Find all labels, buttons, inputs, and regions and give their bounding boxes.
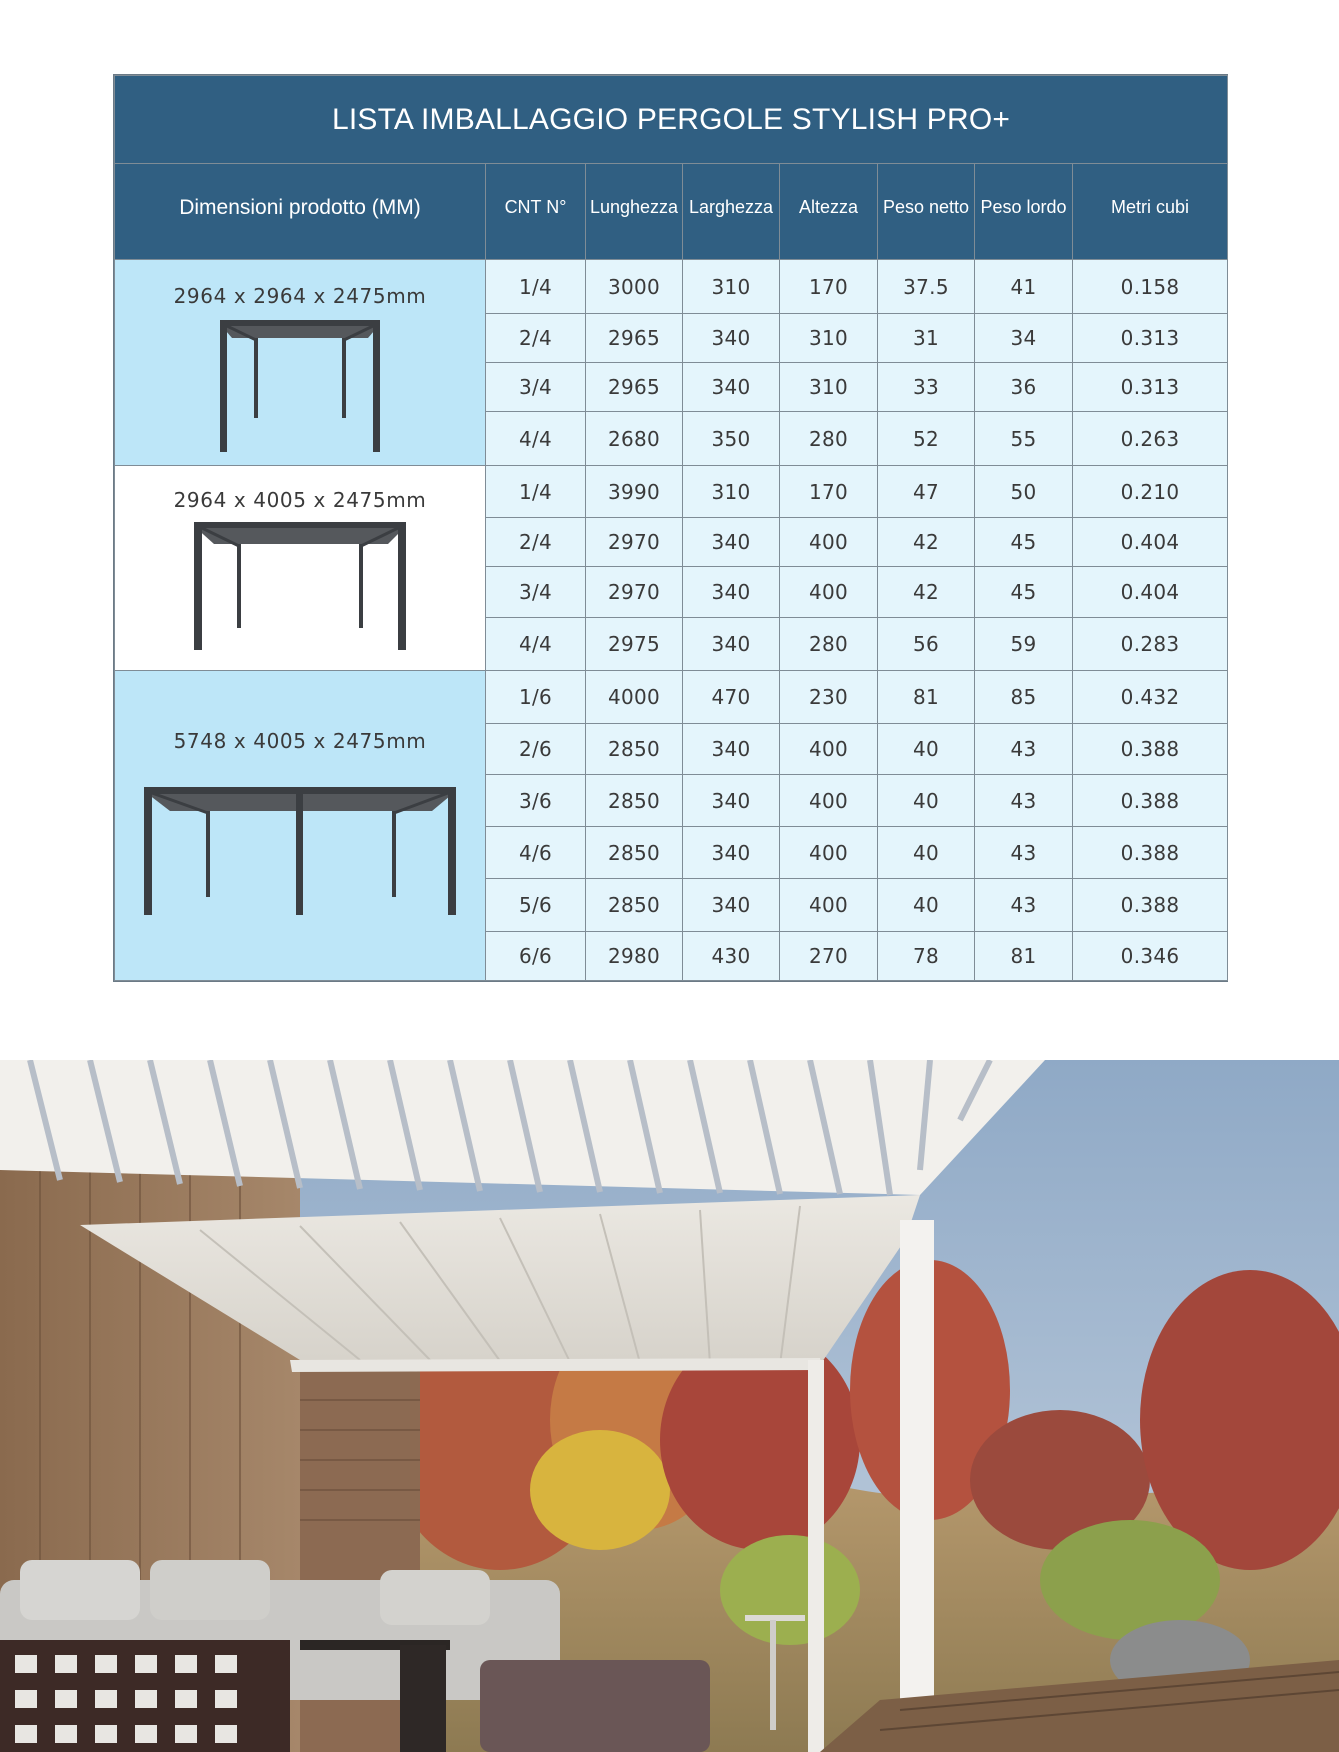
cell-peso-lordo: 45 [975,567,1073,618]
product-dimension-cell [115,260,486,466]
product-dimension-label: 2964 x 4005 x 2475mm [173,488,427,512]
cell-altezza: 310 [780,314,878,363]
title-row [115,76,1228,164]
cell-larghezza: 340 [683,314,780,363]
table-row [115,466,1228,518]
cell-peso-netto: 40 [878,775,975,827]
cell-cnt: 5/6 [486,879,586,932]
cell-peso-lordo: 43 [975,724,1073,775]
cell-larghezza: 340 [683,724,780,775]
cell-lunghezza: 2850 [586,724,683,775]
product-dimension-label: 2964 x 2964 x 2475mm [173,284,427,308]
cell-cnt: 4/4 [486,618,586,671]
cell-peso-netto: 33 [878,363,975,412]
cell-metri-cubi: 0.404 [1073,518,1228,567]
product-dimension-cell [115,671,486,981]
cell-metri-cubi: 0.263 [1073,412,1228,466]
cell-metri-cubi: 0.388 [1073,724,1228,775]
table-row [115,260,1228,314]
cell-cnt: 4/4 [486,412,586,466]
packing-list-table-wrapper [113,74,1228,982]
cell-peso-netto: 42 [878,518,975,567]
cell-lunghezza: 2965 [586,363,683,412]
header-altezza: Altezza [780,164,878,260]
pergola-post-back [808,1360,824,1752]
cell-cnt: 1/6 [486,671,586,724]
cell-larghezza: 340 [683,775,780,827]
cell-metri-cubi: 0.158 [1073,260,1228,314]
cell-lunghezza: 2680 [586,412,683,466]
cell-cnt: 2/6 [486,724,586,775]
cell-peso-lordo: 41 [975,260,1073,314]
cell-peso-netto: 37.5 [878,260,975,314]
cell-peso-netto: 78 [878,932,975,981]
cell-lunghezza: 2970 [586,567,683,618]
header-metri-cubi: Metri cubi [1073,164,1228,260]
cell-larghezza: 310 [683,466,780,518]
cell-altezza: 170 [780,260,878,314]
cell-peso-lordo: 50 [975,466,1073,518]
cell-metri-cubi: 0.346 [1073,932,1228,981]
cell-altezza: 170 [780,466,878,518]
header-larghezza: Larghezza [683,164,780,260]
cell-larghezza: 470 [683,671,780,724]
cell-altezza: 400 [780,567,878,618]
cell-peso-netto: 40 [878,879,975,932]
cell-larghezza: 340 [683,518,780,567]
table-title: LISTA IMBALLAGGIO PERGOLE STYLISH PRO+ [115,76,1228,164]
cell-larghezza: 340 [683,879,780,932]
packing-list-table [114,75,1228,981]
cell-cnt: 3/4 [486,363,586,412]
cell-larghezza: 340 [683,363,780,412]
pergola-illustration [218,320,382,452]
cell-peso-lordo: 36 [975,363,1073,412]
header-peso-lordo: Peso lordo [975,164,1073,260]
cell-larghezza: 350 [683,412,780,466]
cell-peso-lordo: 59 [975,618,1073,671]
cell-altezza: 280 [780,412,878,466]
cell-peso-netto: 40 [878,724,975,775]
header-peso-netto: Peso netto [878,164,975,260]
cell-peso-netto: 47 [878,466,975,518]
cell-metri-cubi: 0.313 [1073,363,1228,412]
table-body [115,260,1228,981]
header-cnt: CNT N° [486,164,586,260]
cell-lunghezza: 4000 [586,671,683,724]
cell-cnt: 2/4 [486,518,586,567]
product-dimension-label: 5748 x 4005 x 2475mm [173,729,427,753]
cell-cnt: 6/6 [486,932,586,981]
cell-peso-lordo: 43 [975,827,1073,879]
cell-lunghezza: 2970 [586,518,683,567]
cell-lunghezza: 3000 [586,260,683,314]
cell-peso-netto: 56 [878,618,975,671]
header-dimensions: Dimensioni prodotto (MM) [115,164,486,260]
product-dimension-cell [115,466,486,671]
header-row [115,164,1228,260]
cell-cnt: 1/4 [486,260,586,314]
cell-peso-lordo: 85 [975,671,1073,724]
cell-peso-lordo: 81 [975,932,1073,981]
cell-altezza: 400 [780,879,878,932]
cell-cnt: 2/4 [486,314,586,363]
pergola-illustration [192,522,408,650]
table-row [115,671,1228,724]
cell-metri-cubi: 0.432 [1073,671,1228,724]
cell-altezza: 400 [780,518,878,567]
cell-peso-lordo: 34 [975,314,1073,363]
cell-peso-netto: 52 [878,412,975,466]
cell-metri-cubi: 0.404 [1073,567,1228,618]
cell-lunghezza: 2850 [586,879,683,932]
cell-altezza: 280 [780,618,878,671]
cell-peso-lordo: 43 [975,879,1073,932]
cell-cnt: 1/4 [486,466,586,518]
cell-peso-netto: 42 [878,567,975,618]
cell-lunghezza: 3990 [586,466,683,518]
cell-peso-lordo: 45 [975,518,1073,567]
cell-lunghezza: 2850 [586,827,683,879]
cell-altezza: 270 [780,932,878,981]
pergola-illustration [142,787,458,915]
cell-metri-cubi: 0.283 [1073,618,1228,671]
header-lunghezza: Lunghezza [586,164,683,260]
cell-altezza: 230 [780,671,878,724]
cell-cnt: 4/6 [486,827,586,879]
cell-cnt: 3/6 [486,775,586,827]
cell-lunghezza: 2975 [586,618,683,671]
cell-metri-cubi: 0.388 [1073,827,1228,879]
cell-metri-cubi: 0.313 [1073,314,1228,363]
cell-cnt: 3/4 [486,567,586,618]
cell-metri-cubi: 0.388 [1073,775,1228,827]
cell-peso-lordo: 43 [975,775,1073,827]
cell-altezza: 400 [780,775,878,827]
cell-larghezza: 430 [683,932,780,981]
cell-altezza: 400 [780,827,878,879]
cell-peso-lordo: 55 [975,412,1073,466]
cell-lunghezza: 2965 [586,314,683,363]
cell-metri-cubi: 0.388 [1073,879,1228,932]
cell-peso-netto: 31 [878,314,975,363]
cell-larghezza: 310 [683,260,780,314]
cell-peso-netto: 81 [878,671,975,724]
pergola-photo [0,1060,1339,1752]
cell-altezza: 310 [780,363,878,412]
cell-peso-netto: 40 [878,827,975,879]
pergola-post-front [900,1220,934,1752]
cell-lunghezza: 2850 [586,775,683,827]
cell-metri-cubi: 0.210 [1073,466,1228,518]
cell-larghezza: 340 [683,567,780,618]
cell-larghezza: 340 [683,827,780,879]
cell-lunghezza: 2980 [586,932,683,981]
cell-altezza: 400 [780,724,878,775]
cell-larghezza: 340 [683,618,780,671]
